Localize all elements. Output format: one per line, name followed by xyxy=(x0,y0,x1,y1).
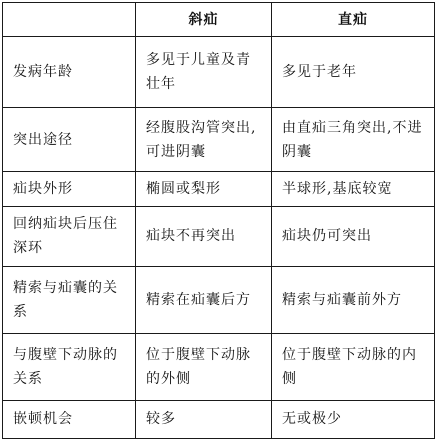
indirect-cell: 多见于儿童及青壮年 xyxy=(136,37,272,108)
table-row xyxy=(3,266,435,333)
row-label: 疝块外形 xyxy=(3,172,136,207)
row-label: 突出途径 xyxy=(3,108,136,172)
header-cell-blank xyxy=(3,3,136,37)
direct-cell: 半球形,基底较宽 xyxy=(272,172,435,207)
header-cell-direct-hernia: 直疝 xyxy=(272,3,435,37)
table-row xyxy=(3,37,435,108)
row-label: 嵌顿机会 xyxy=(3,400,136,438)
row-label: 发病年龄 xyxy=(3,37,136,108)
direct-cell: 多见于老年 xyxy=(272,37,435,108)
direct-cell: 疝块仍可突出 xyxy=(272,207,435,267)
table-header-row xyxy=(3,3,435,37)
row-label: 与腹壁下动脉的关系 xyxy=(3,333,136,400)
direct-cell: 位于腹壁下动脉的内侧 xyxy=(272,333,435,400)
indirect-cell: 较多 xyxy=(136,400,272,438)
indirect-cell: 经腹股沟管突出,可进阴囊 xyxy=(136,108,272,172)
table-row xyxy=(3,333,435,400)
hernia-comparison-table xyxy=(2,2,435,439)
indirect-cell: 椭圆或梨形 xyxy=(136,172,272,207)
table-row xyxy=(3,108,435,172)
direct-cell: 无或极少 xyxy=(272,400,435,438)
indirect-cell: 疝块不再突出 xyxy=(136,207,272,267)
table-row xyxy=(3,172,435,207)
table-row xyxy=(3,207,435,267)
indirect-cell: 精索在疝囊后方 xyxy=(136,266,272,333)
comparison-table-container xyxy=(2,2,434,439)
direct-cell: 由直疝三角突出,不进阴囊 xyxy=(272,108,435,172)
row-label: 精索与疝囊的关系 xyxy=(3,266,136,333)
table-row xyxy=(3,400,435,438)
indirect-cell: 位于腹壁下动脉的外侧 xyxy=(136,333,272,400)
header-cell-indirect-hernia: 斜疝 xyxy=(136,3,272,37)
row-label: 回纳疝块后压住深环 xyxy=(3,207,136,267)
direct-cell: 精索与疝囊前外方 xyxy=(272,266,435,333)
